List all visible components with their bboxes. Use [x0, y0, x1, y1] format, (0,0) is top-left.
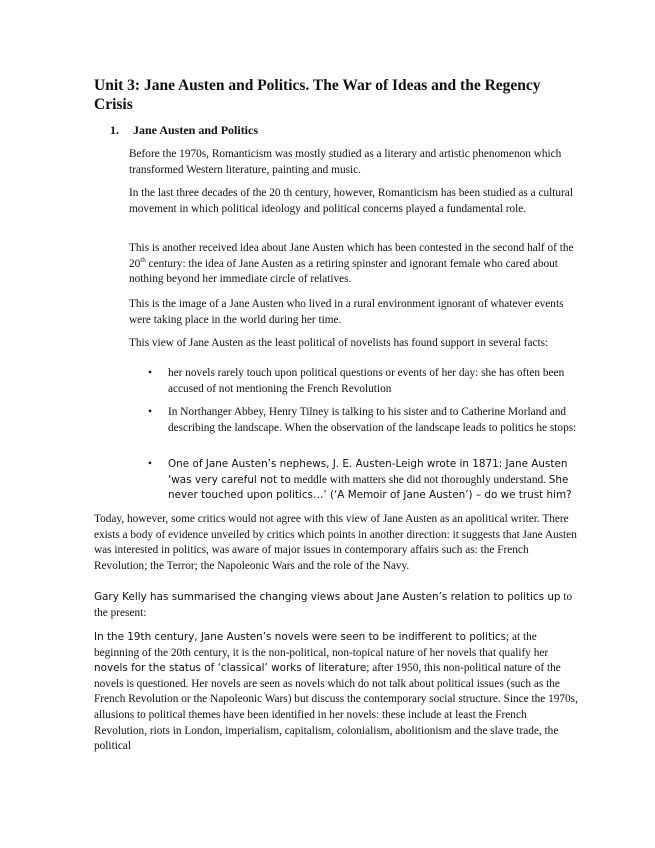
bullet-text-austen-leigh-part-2: meddle with matters she did not thoroughly understand.: [290, 473, 549, 486]
section-heading: [110, 123, 258, 138]
paragraph-critics-disagree: Today, however, some critics would not agree with this view of Jane Austen as an apolitical writer. There exists a body of evidence unveiled by critics which points in another direction: it suggests that Jane Austen was interested in politics, was aware of major issues in contemporary affairs such as: the French Revolution; the Terror; the Napoleonic Wars and the role of the Navy.: [94, 513, 577, 572]
list-item: [148, 366, 578, 398]
bullet-text-northanger-abbey: In Northanger Abbey, Henry Tilney is talking to his sister and to Catherine Morland and describing the landscape. When the observation of the landscape leads to politics he stops:: [168, 406, 577, 434]
superscript-th: th: [140, 255, 146, 264]
paragraph-gary-kelly: [94, 590, 578, 621]
bullet-text-political-questions: her novels rarely touch upon political questions or events of her day: she has often been accused of not mentioning the French Revolution: [168, 367, 565, 395]
paragraph-received-idea-text-1: This is another received idea about Jane Austen which has been contested in the second half of the 20: [129, 242, 574, 270]
paragraph-least-political: This view of Jane Austen as the least political of novelists has found support in several facts:: [129, 337, 549, 349]
bullet-marker: •: [148, 406, 152, 418]
bullet-text-austen-leigh-memoir: [168, 457, 578, 504]
paragraph-rural-image: This is the image of a Jane Austen who lived in a rural environment ignorant of whatever events were taking place in the world during her time.: [129, 298, 564, 326]
section-title: Jane Austen and Politics: [133, 123, 259, 137]
paragraph-changing-views: [94, 630, 578, 755]
paragraph-romanticism-cultural-movement: In the last three decades of the 20 th century, however, Romanticism has been studied as a cultural movement in which political ideology and political concerns played a fundamental role.: [129, 187, 573, 215]
bullet-marker: •: [148, 458, 152, 470]
paragraph-changing-views-part-4: ; after 1950, this non-political nature of the novels is questioned. Her novels are seen as novels which do not talk about political issues (such as the French Revolution or the Napoleonic Wars) but discuss the contemporary social structure. Since the 1970s, allusions to political themes have been identified in her novels: these include at least the French Revolution, riots in London, imperialism, capitalism, colonialism, abolitionism and the slave trade, the political: [94, 662, 578, 753]
page-title: Unit 3: Jane Austen and Politics. The War of Ideas and the Regency Crisis: [94, 77, 541, 113]
list-item: [148, 457, 578, 504]
paragraph-gary-kelly-part-2: to the present:: [94, 591, 573, 619]
paragraph-changing-views-part-1: In the 19th century, Jane Austen’s novels were seen to be indifferent to politics: [94, 631, 507, 643]
paragraph-romanticism-before-1970s: Before the 1970s, Romanticism was mostly studied as a literary and artistic phenomenon which transformed Western literature, painting and music.: [129, 148, 562, 176]
paragraph-received-idea: [129, 241, 577, 288]
paragraph-gary-kelly-part-1: Gary Kelly has summarised the changing views about Jane Austen’s relation to politics up: [94, 591, 561, 603]
bullet-text-austen-leigh-part-3: She never touched upon politics…’ (‘A Memoir of Jane Austen’) – do we trust him?: [168, 473, 572, 502]
paragraph-changing-views-part-3: novels for the status of ‘classical’ works of literature: [94, 662, 367, 675]
list-item: [148, 405, 578, 452]
paragraph-changing-views-part-2: ; at the beginning of the 20th century, it is the non-political, non-topical nature of her novels that qualify her: [94, 631, 549, 659]
bullet-text-austen-leigh-part-1: One of Jane Austen’s nephews, J. E. Austen-Leigh wrote in 1871: Jane Austen ‘was very careful not to: [168, 458, 568, 486]
section-number: 1.: [110, 123, 119, 137]
bullet-marker: •: [148, 367, 152, 379]
paragraph-received-idea-text-2: century: the idea of Jane Austen as a retiring spinster and ignorant female who cared about nothing beyond her immediate circle of relatives.: [129, 257, 558, 286]
